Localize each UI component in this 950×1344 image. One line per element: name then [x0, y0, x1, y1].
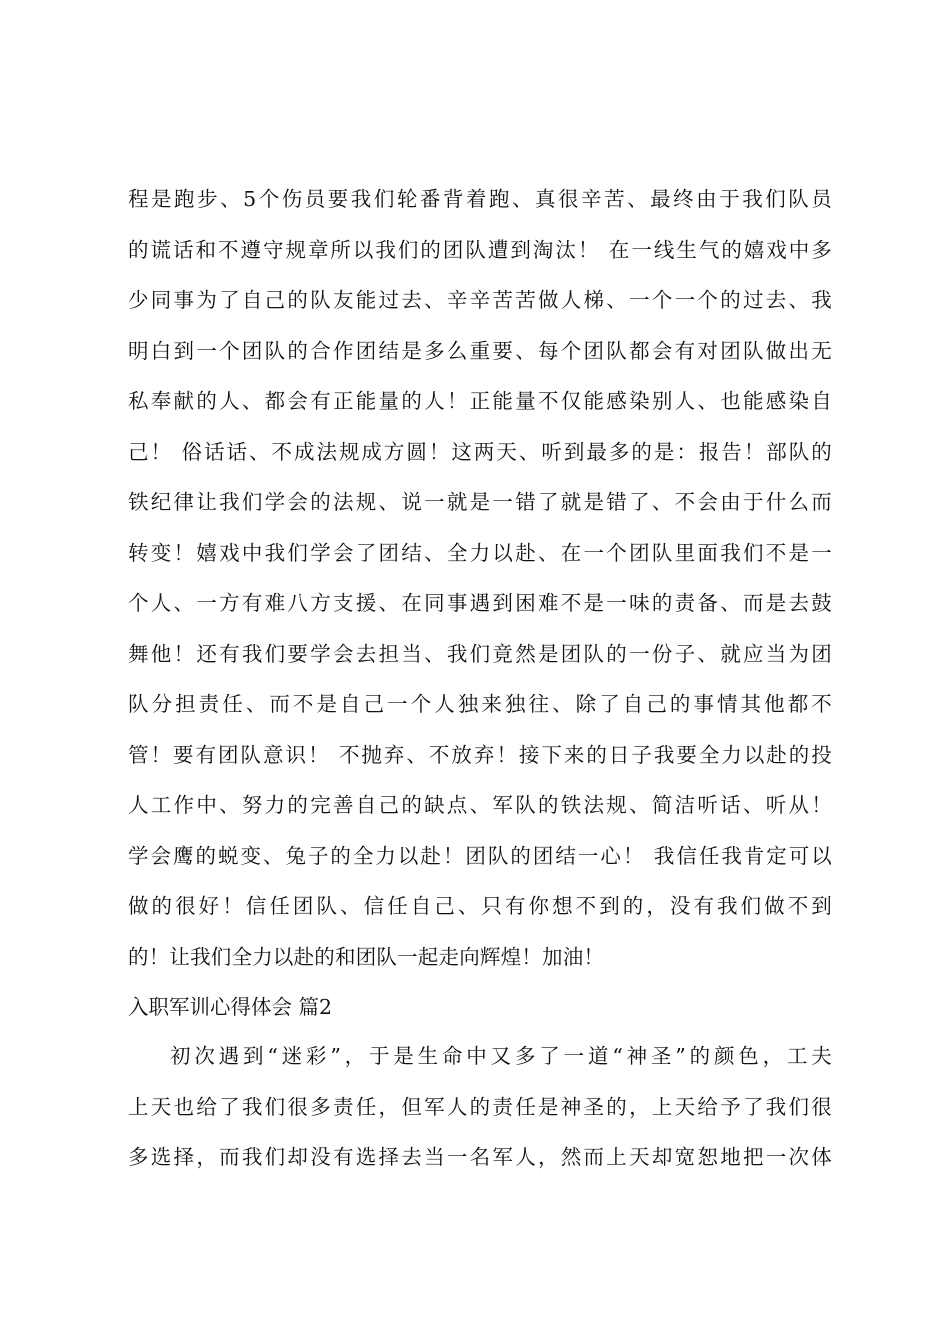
text-line: 多选择，而我们却没有选择去当一名军人，然而上天却宽恕地把一次体 [128, 1145, 832, 1169]
text-line: 转变！嬉戏中我们学会了团结、全力以赴、在一个团队里面我们不是一 [128, 540, 832, 565]
section-heading: 入职军训心得体会 篇2 [128, 995, 333, 1019]
paragraph-2 [128, 1041, 832, 1193]
text-line: 私奉献的人、都会有正能量的人！正能量不仅能感染别人、也能感染自 [128, 389, 832, 413]
text-line: 明白到一个团队的合作团结是多么重要、每个团队都会有对团队做出无 [128, 338, 832, 363]
text-line: 个人、一方有难八方支援、在同事遇到困难不是一味的责备、而是去鼓 [128, 591, 832, 615]
text-line: 学会鹰的蜕变、兔子的全力以赴！团队的团结一心！ 我信任我肯定可以 [128, 843, 832, 868]
text-line: 己！ 俗话话、不成法规成方圆！这两天、听到最多的是：报告！部队的 [128, 439, 832, 464]
text-line: 管！要有团队意识！ 不抛弃、不放弃！接下来的日子我要全力以赴的投 [128, 742, 832, 767]
text-line: 的谎话和不遵守规章所以我们的团队遭到淘汰！ 在一线生气的嬉戏中多 [128, 237, 832, 262]
text-line: 铁纪律让我们学会的法规、说一就是一错了就是错了、不会由于什么而 [128, 490, 832, 514]
text-line: 上天也给了我们很多责任，但军人的责任是神圣的，上天给予了我们很 [128, 1094, 832, 1119]
text-line: 程是跑步、5个伤员要我们轮番背着跑、真很辛苦、最终由于我们队员 [128, 187, 832, 211]
text-line: 少同事为了自己的队友能过去、辛辛苦苦做人梯、一个一个的过去、我 [128, 288, 832, 312]
document-body [128, 184, 832, 1193]
text-line: 队分担责任、而不是自己一个人独来独往、除了自己的事情其他都不 [128, 692, 832, 716]
paragraph-1 [128, 184, 832, 992]
text-line: 做的很好！信任团队、信任自己、只有你想不到的，没有我们做不到 [128, 894, 832, 918]
text-line: 的！让我们全力以赴的和团队一起走向辉煌！加油！ [128, 944, 605, 969]
text-line: 人工作中、努力的完善自己的缺点、军队的铁法规、简洁听话、听从！ [128, 793, 832, 817]
text-line: 初次遇到“迷彩”，于是生命中又多了一道“神圣”的颜色，工夫 [170, 1044, 832, 1068]
text-line: 舞他！还有我们要学会去担当、我们竟然是团队的一份子、就应当为团 [128, 641, 832, 666]
